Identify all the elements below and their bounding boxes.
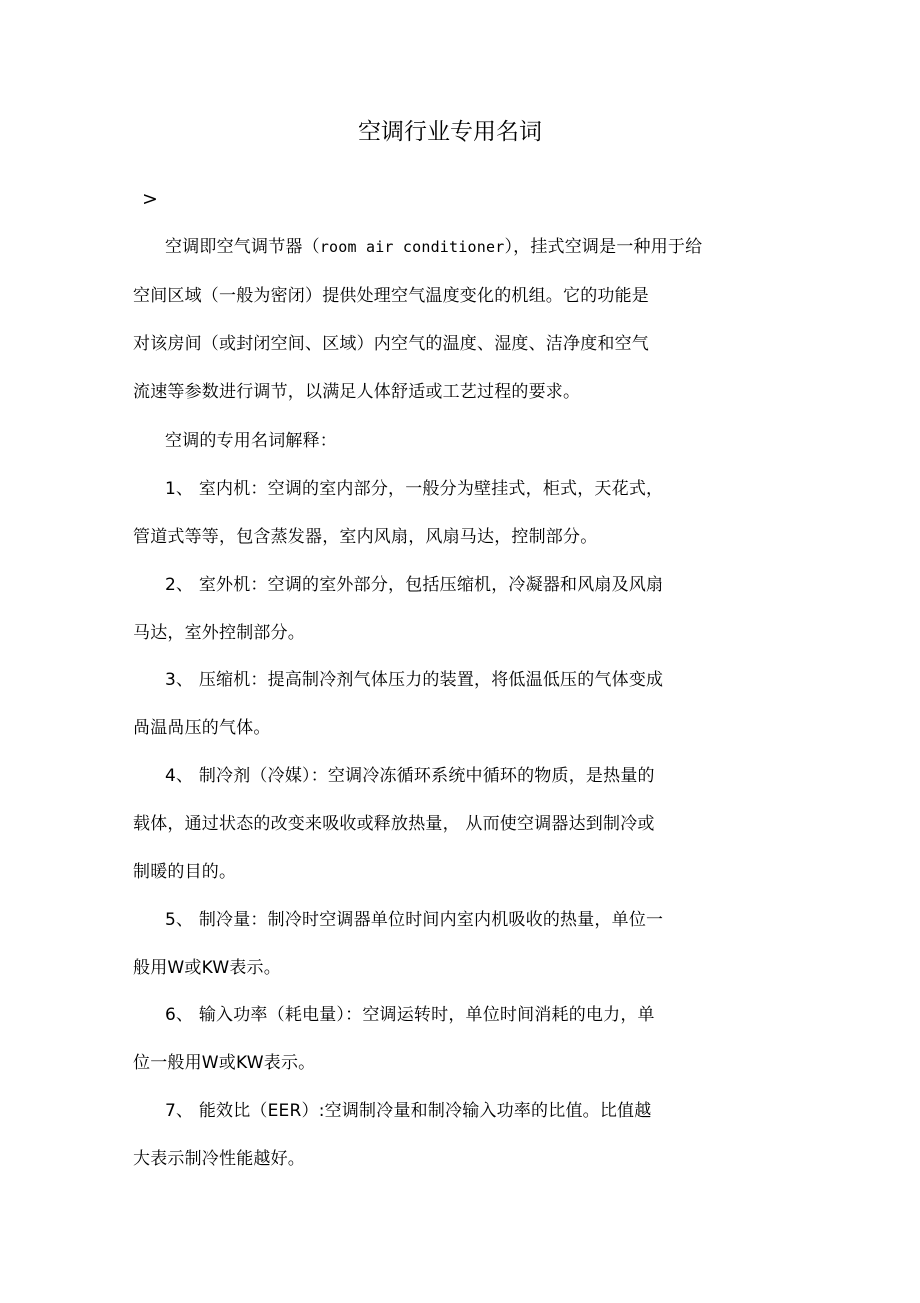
term-6-line-2: 位一般用W或KW表示。: [133, 1053, 316, 1073]
term-6-line-1: 6、 输入功率（耗电量）：空调运转时，单位时间消耗的电力，单: [165, 1005, 655, 1025]
term-2-line-2: 马达，室外控制部分。: [133, 623, 305, 643]
intro-line-3: 对该房间（或封闭空间、区域）内空气的温度、湿度、洁净度和空气: [133, 334, 649, 354]
term-3-line-2: 咼温咼压的气体。: [133, 718, 271, 738]
intro-line-1-english: room air conditioner: [319, 238, 505, 256]
term-4-line-3: 制暖的目的。: [133, 862, 237, 882]
term-5-line-1: 5、 制冷量：制冷时空调器单位时间内室内机吸收的热量，单位一: [165, 910, 664, 930]
term-7-line-2: 大表示制冷性能越好。: [133, 1149, 305, 1169]
term-4-line-1: 4、 制冷剂（冷媒）：空调冷冻循环系统中循环的物质，是热量的: [165, 766, 655, 786]
intro-line-1-pre: 空调即空气调节器（: [165, 237, 320, 257]
term-5-line-2: 般用W或KW表示。: [133, 958, 281, 978]
intro-line-1-post: ），挂式空调是一种用于给: [504, 237, 703, 257]
section-heading: 空调的专用名词解释：: [165, 431, 337, 451]
term-4-line-2: 载体，通过状态的改变来吸收或释放热量， 从而使空调器达到制冷或: [133, 814, 655, 834]
intro-line-2: 空间区域（一般为密闭）提供处理空气温度变化的机组。它的功能是: [133, 286, 649, 306]
intro-line-4: 流速等参数进行调节，以满足人体舒适或工艺过程的要求。: [133, 382, 581, 402]
bullet-marker: >: [142, 188, 158, 210]
term-7-line-1: 7、 能效比（EER）:空调制冷量和制冷输入功率的比值。比值越: [165, 1101, 652, 1121]
document-title: 空调行业专用名词: [358, 119, 542, 145]
term-1-line-2: 管道式等等，包含蒸发器，室内风扇，风扇马达，控制部分。: [133, 527, 598, 547]
intro-line-1: [165, 235, 702, 259]
term-1-line-1: 1、 室内机：空调的室内部分，一般分为壁挂式，柜式，天花式，: [165, 479, 664, 499]
term-2-line-1: 2、 室外机：空调的室外部分，包括压缩机，冷凝器和风扇及风扇: [165, 575, 664, 595]
term-3-line-1: 3、 压缩机：提高制冷剂气体压力的装置，将低温低压的气体变成: [165, 670, 664, 690]
